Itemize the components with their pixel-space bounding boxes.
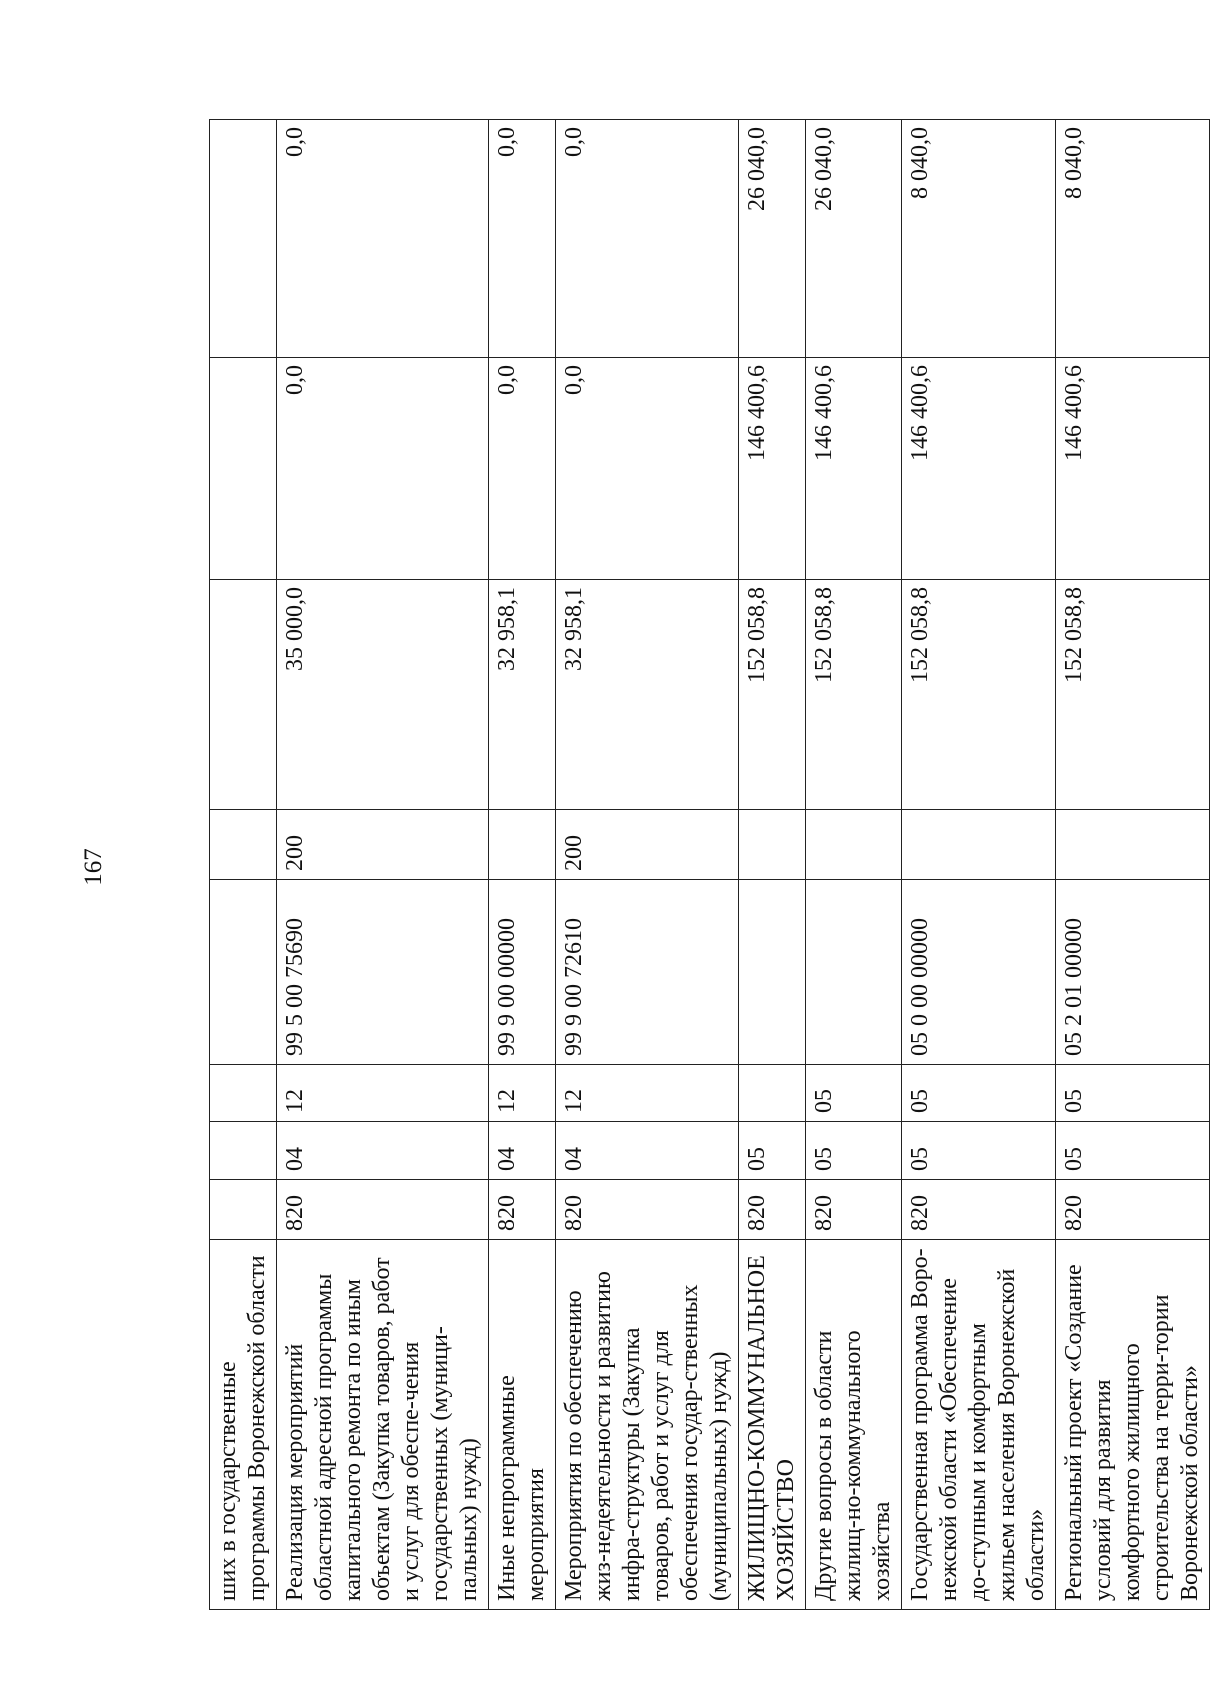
page-number: 167 [80, 848, 107, 886]
rz-cell: 04 [556, 1122, 739, 1180]
year3-cell [210, 120, 277, 358]
rz-cell: 05 [902, 1122, 1056, 1180]
row-name-cell: ЖИЛИЩНО-КОММУНАЛЬНОЕ ХОЗЯЙСТВО [739, 1240, 806, 1610]
rz-cell: 05 [739, 1122, 806, 1180]
year2-cell: 146 400,6 [806, 358, 902, 580]
table-row [806, 120, 902, 1610]
year3-cell: 0,0 [489, 120, 556, 358]
rotated-table-container [209, 120, 1203, 1610]
gr-cell: 820 [902, 1180, 1056, 1240]
pr-cell: 05 [806, 1065, 902, 1122]
vr-cell: 200 [556, 810, 739, 880]
row-name-cell: Региональный проект «Создание условий для развития комфортного жилищного строительства на терри-тории Воронежской области» [1056, 1240, 1210, 1610]
year2-cell: 0,0 [489, 358, 556, 580]
table-row [1056, 120, 1210, 1610]
year2-cell: 146 400,6 [1056, 358, 1210, 580]
year1-cell: 152 058,8 [739, 580, 806, 810]
rz-cell: 04 [277, 1122, 489, 1180]
table-row [277, 120, 489, 1610]
year3-cell: 8 040,0 [1056, 120, 1210, 358]
table-row [556, 120, 739, 1610]
year2-cell: 0,0 [556, 358, 739, 580]
pr-cell: 05 [1056, 1065, 1210, 1122]
csr-cell: 05 0 00 00000 [902, 880, 1056, 1065]
table-row [902, 120, 1056, 1610]
row-name-cell: Другие вопросы в области жилищ-но-коммунального хозяйства [806, 1240, 902, 1610]
year3-cell: 26 040,0 [739, 120, 806, 358]
vr-cell [1056, 810, 1210, 880]
year1-cell [210, 580, 277, 810]
gr-cell [210, 1180, 277, 1240]
rz-cell [210, 1122, 277, 1180]
rz-cell: 04 [489, 1122, 556, 1180]
row-name-cell: Государственная программа Воро-нежской области «Обеспечение до-ступным и комфортным жильем населения Воронежской области» [902, 1240, 1056, 1610]
csr-cell [210, 880, 277, 1065]
csr-cell: 99 5 00 75690 [277, 880, 489, 1065]
vr-cell [739, 810, 806, 880]
gr-cell: 820 [277, 1180, 489, 1240]
year2-cell: 146 400,6 [902, 358, 1056, 580]
year1-cell: 152 058,8 [902, 580, 1056, 810]
year3-cell: 0,0 [556, 120, 739, 358]
pr-cell: 12 [556, 1065, 739, 1122]
year2-cell [210, 358, 277, 580]
gr-cell: 820 [556, 1180, 739, 1240]
year2-cell: 146 400,6 [739, 358, 806, 580]
vr-cell [489, 810, 556, 880]
table-row [489, 120, 556, 1610]
year2-cell: 0,0 [277, 358, 489, 580]
year1-cell: 32 958,1 [556, 580, 739, 810]
pr-cell: 05 [902, 1065, 1056, 1122]
year1-cell: 152 058,8 [1056, 580, 1210, 810]
vr-cell [806, 810, 902, 880]
gr-cell: 820 [806, 1180, 902, 1240]
rz-cell: 05 [806, 1122, 902, 1180]
csr-cell: 99 9 00 00000 [489, 880, 556, 1065]
gr-cell: 820 [739, 1180, 806, 1240]
csr-cell [739, 880, 806, 1065]
budget-table [209, 119, 1210, 1610]
csr-cell: 05 2 01 00000 [1056, 880, 1210, 1065]
year3-cell: 26 040,0 [806, 120, 902, 358]
csr-cell: 99 9 00 72610 [556, 880, 739, 1065]
pr-cell [210, 1065, 277, 1122]
row-name-cell: Иные непрограммные мероприятия [489, 1240, 556, 1610]
gr-cell: 820 [489, 1180, 556, 1240]
pr-cell: 12 [277, 1065, 489, 1122]
csr-cell [806, 880, 902, 1065]
row-name-cell: Мероприятия по обеспечению жиз-недеятельности и развитию инфра-структуры (Закупка товаров, работ и услуг для обеспечения государ-ственных (муниципальных) нужд) [556, 1240, 739, 1610]
year1-cell: 35 000,0 [277, 580, 489, 810]
year3-cell: 8 040,0 [902, 120, 1056, 358]
year1-cell: 32 958,1 [489, 580, 556, 810]
pr-cell [739, 1065, 806, 1122]
year1-cell: 152 058,8 [806, 580, 902, 810]
table-row [739, 120, 806, 1610]
gr-cell: 820 [1056, 1180, 1210, 1240]
vr-cell [902, 810, 1056, 880]
year3-cell: 0,0 [277, 120, 489, 358]
table-row [210, 120, 277, 1610]
rz-cell: 05 [1056, 1122, 1210, 1180]
row-name-cell: Реализация мероприятий областной адресной программы капитального ремонта по иным объектам (Закупка товаров, работ и услуг для обеспе-чения государственных (муници-пальных) нужд) [277, 1240, 489, 1610]
pr-cell: 12 [489, 1065, 556, 1122]
row-name-cell: ших в государственные программы Воронежской области [210, 1240, 277, 1610]
vr-cell [210, 810, 277, 880]
vr-cell: 200 [277, 810, 489, 880]
